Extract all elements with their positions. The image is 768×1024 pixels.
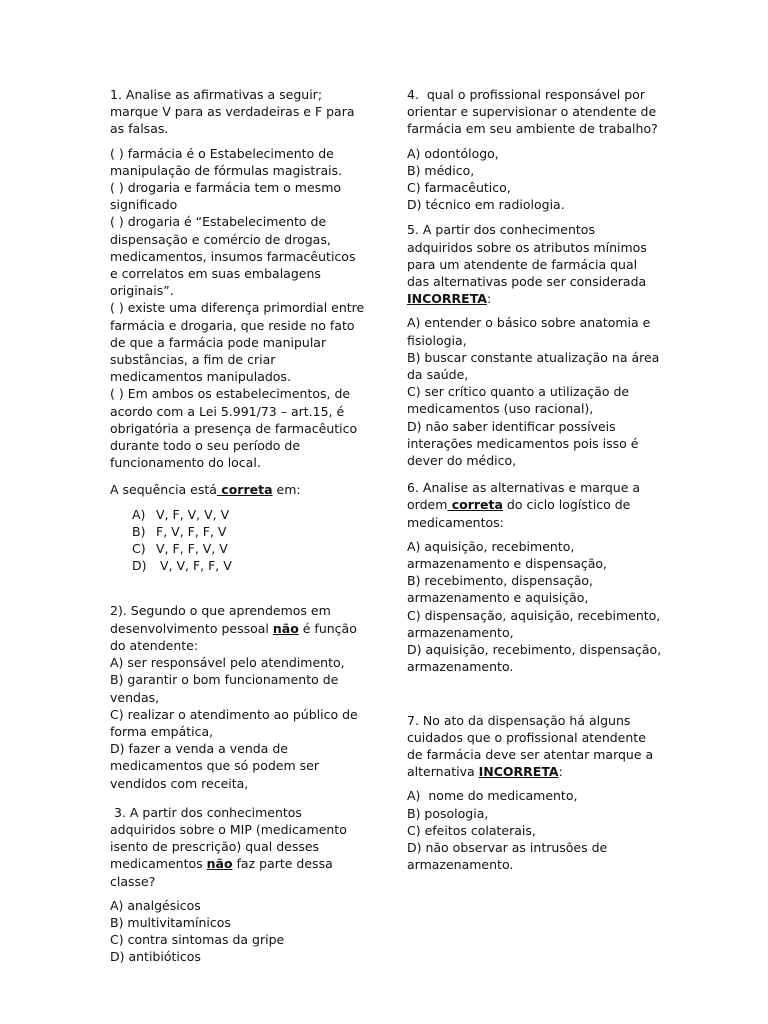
question-1-statements: [110, 145, 366, 472]
option-letter: D): [132, 558, 147, 574]
option-c[interactable]: [132, 540, 366, 557]
option-a[interactable]: A) nome do medicamento,: [407, 788, 578, 804]
right-column: [407, 86, 663, 873]
option-text: V, F, F, V, V: [156, 541, 228, 557]
statement: ( ) drogaria é “Estabelecimento de dispensação e comércio de drogas, medicamentos, insumos farmacêuticos e correlatos em suas embalagens originais”.: [110, 214, 356, 299]
option-d[interactable]: D) técnico em radiologia.: [407, 197, 565, 213]
prompt-text-end: é função do atendente:: [110, 620, 357, 653]
prompt-emphasis: INCORRETA: [407, 291, 487, 307]
prompt-text: 7. No ato da dispensação há alguns cuidados que o profissional atendente de farmácia deve ser atentar marque a alternativa: [407, 712, 654, 780]
statement: ( ) Em ambos os estabelecimentos, de acordo com a Lei 5.991/73 – art.15, é obrigatória a presença de farmacêutico durante todo o seu período de funcionamento do local.: [110, 386, 358, 471]
statement: ( ) existe uma diferença primordial entre farmácia e drogaria, que reside no fato de que a farmácia pode manipular substâncias, a fim de criar medicamentos manipulados.: [110, 300, 365, 385]
prompt-emphasis: não: [272, 620, 299, 636]
option-d[interactable]: D) aquisição, recebimento, dispensação, armazenamento.: [407, 642, 662, 675]
statement: ( ) drogaria e farmácia tem o mesmo significado: [110, 180, 342, 213]
option-letter: B): [132, 523, 146, 539]
option-d[interactable]: [132, 557, 366, 574]
question-5: [407, 221, 663, 469]
option-b[interactable]: B) multivitamínicos: [110, 914, 231, 930]
question-7-prompt: [407, 712, 663, 781]
option-a[interactable]: A) analgésicos: [110, 897, 201, 913]
question-1: [110, 86, 366, 574]
option-b[interactable]: B) recebimento, dispensação, armazenamento e aquisição,: [407, 573, 594, 606]
prompt-text: 2). Segundo o que aprendemos em desenvolvimento pessoal: [110, 603, 331, 636]
option-text: F, V, F, F, V: [156, 523, 227, 539]
question-5-prompt: [407, 221, 663, 307]
question-2-prompt: [110, 602, 366, 654]
option-d[interactable]: D) não saber identificar possíveis interações medicamentos pois isso é dever do médico,: [407, 418, 639, 469]
option-b[interactable]: B) buscar constante atualização na área da saúde,: [407, 349, 660, 383]
sequence-emphasis: correta: [216, 482, 273, 498]
option-letter: C): [132, 541, 146, 557]
option-text: V, V, F, F, V: [156, 558, 232, 574]
question-3-prompt: [110, 804, 366, 890]
question-4-prompt: 4. qual o profissional responsável por orientar e supervisionar o atendente de farmácia em seu ambiente de trabalho?: [407, 87, 661, 137]
option-c[interactable]: C) efeitos colaterais,: [407, 822, 536, 838]
option-c[interactable]: C) ser crítico quanto a utilização de medicamentos (uso racional),: [407, 384, 630, 417]
prompt-emphasis: não: [206, 856, 233, 872]
prompt-emphasis: correta: [447, 497, 503, 513]
prompt-text: 5. A partir dos conhecimentos adquiridos sobre os atributos mínimos para um atendente de farmácia qual das alternativas pode ser considerada: [407, 222, 647, 290]
option-b[interactable]: [132, 523, 366, 540]
question-6: [407, 479, 663, 675]
prompt-text-end: faz parte dessa classe?: [110, 856, 333, 889]
option-d[interactable]: D) fazer a venda a venda de medicamentos que só podem ser vendidos com receita,: [110, 741, 319, 791]
option-b[interactable]: B) médico,: [407, 162, 475, 178]
question-1-intro: 1. Analise as afirmativas a seguir; marque V para as verdadeiras e F para as falsas.: [110, 87, 355, 137]
question-2: [110, 602, 366, 791]
sequence-text: A sequência está: [110, 482, 217, 498]
option-text: V, F, V, V, V: [156, 506, 230, 522]
prompt-text-end: do ciclo logístico de medicamentos:: [407, 497, 631, 530]
option-a[interactable]: [132, 506, 366, 523]
option-d[interactable]: D) antibióticos: [110, 949, 201, 965]
option-c[interactable]: C) dispensação, aquisição, recebimento, armazenamento,: [407, 607, 661, 640]
prompt-emphasis: INCORRETA: [478, 764, 559, 780]
question-6-prompt: [407, 479, 663, 531]
prompt-text: 6. Analise as alternativas e marque a ordem: [407, 480, 641, 513]
left-column: [110, 86, 366, 966]
prompt-text: 3. A partir dos conhecimentos adquiridos sobre o MIP (medicamento isento de prescrição) qual desses medicamentos: [110, 804, 351, 872]
option-c[interactable]: C) farmacêutico,: [407, 180, 511, 196]
option-a[interactable]: A) entender o básico sobre anatomia e fisiologia,: [407, 315, 651, 348]
option-d[interactable]: D) não observar as intrusões de armazenamento.: [407, 839, 608, 873]
question-4: [407, 86, 663, 213]
prompt-text-end: :: [558, 764, 563, 780]
question-1-options: [132, 506, 366, 575]
option-b[interactable]: B) posologia,: [407, 805, 489, 821]
option-a[interactable]: A) odontólogo,: [407, 145, 499, 161]
question-3: [110, 804, 366, 966]
question-7: [407, 712, 663, 874]
option-c[interactable]: C) contra sintomas da gripe: [110, 932, 285, 948]
question-1-sequence: [110, 481, 366, 498]
statement: ( ) farmácia é o Estabelecimento de manipulação de fórmulas magistrais.: [110, 145, 343, 178]
prompt-text-end: :: [486, 291, 492, 307]
sequence-text-end: em:: [272, 482, 301, 498]
option-b[interactable]: B) garantir o bom funcionamento de vendas,: [110, 672, 339, 705]
option-a[interactable]: A) aquisição, recebimento, armazenamento e dispensação,: [407, 538, 608, 572]
option-letter: A): [132, 506, 146, 522]
option-a[interactable]: A) ser responsável pelo atendimento,: [110, 655, 345, 671]
option-c[interactable]: C) realizar o atendimento ao público de forma empática,: [110, 706, 358, 739]
